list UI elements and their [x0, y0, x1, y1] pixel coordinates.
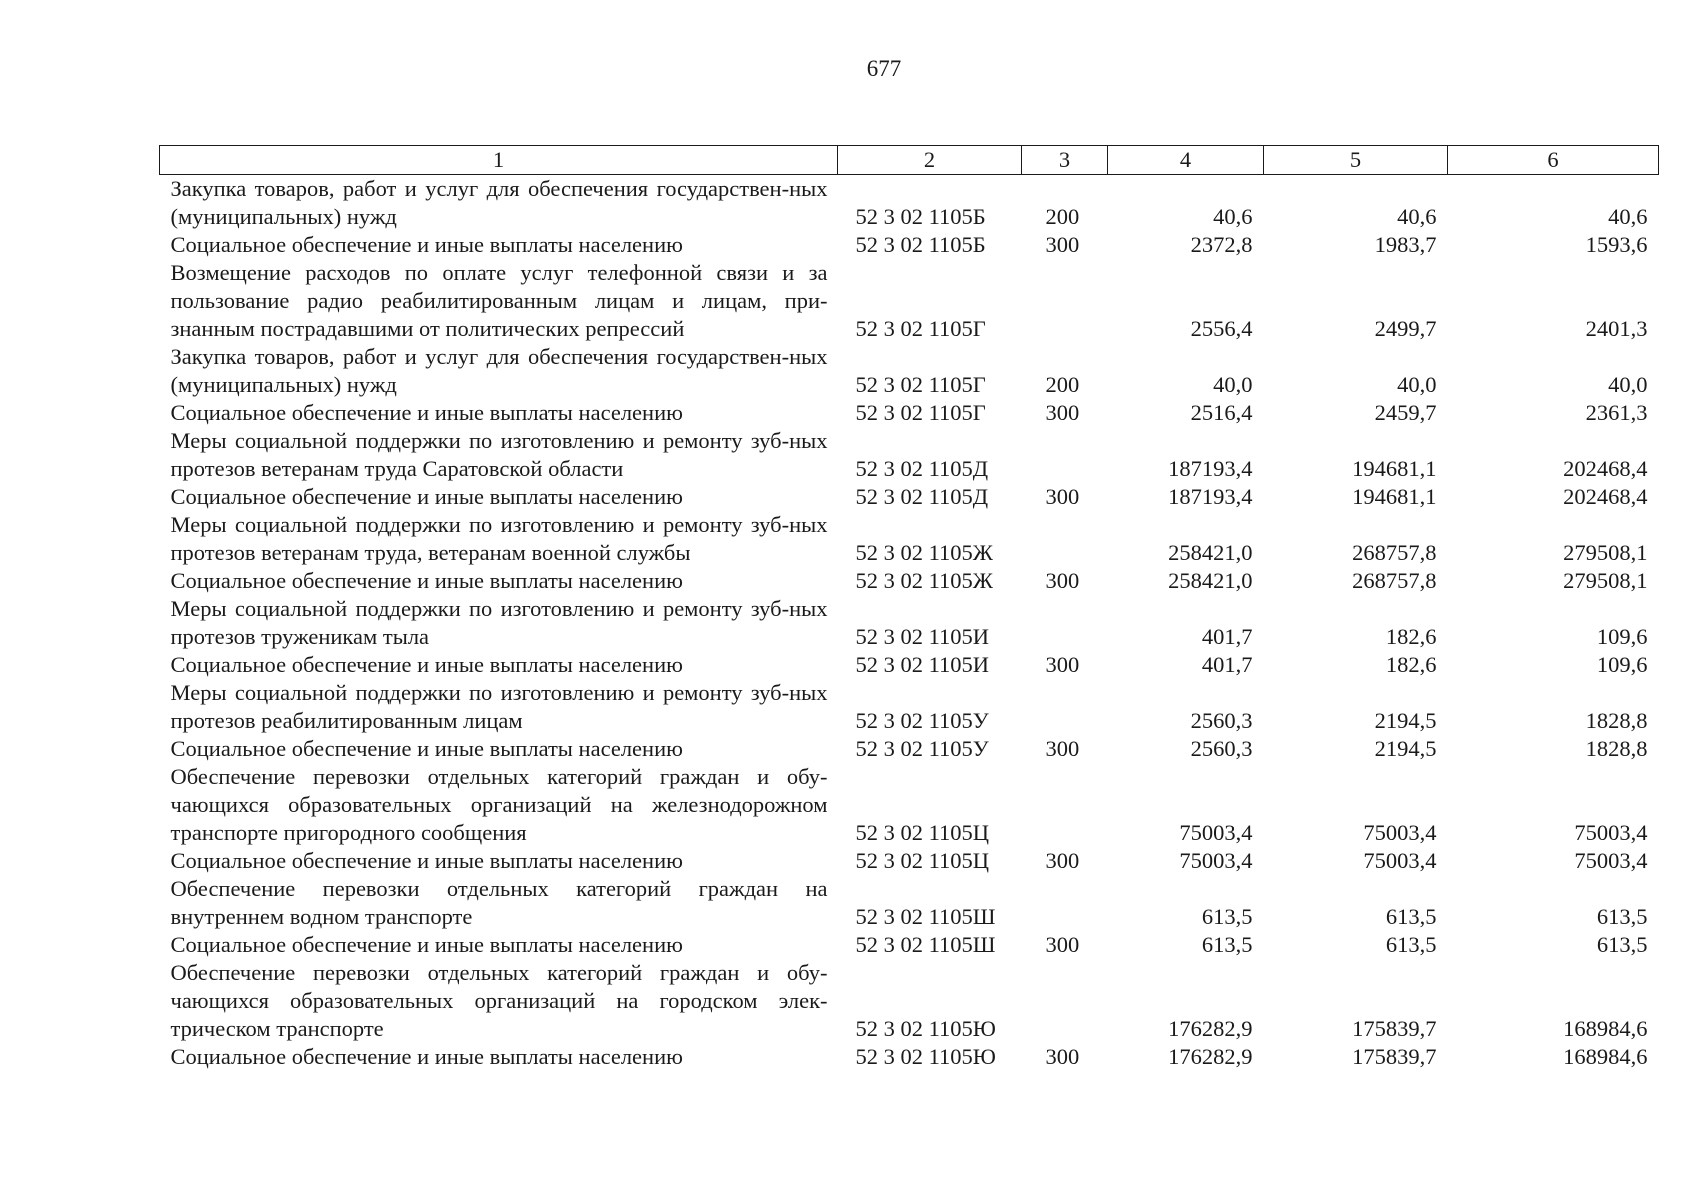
expense-type: 300: [1045, 568, 1080, 593]
amount-col-5: 182,6: [1385, 624, 1437, 649]
table-row: [160, 679, 1659, 735]
column-header: 2: [838, 146, 1022, 175]
expense-type: 300: [1045, 932, 1080, 957]
item-name: Социальное обеспечение и иные выплаты населению: [170, 568, 683, 593]
amount-col-6: 75003,4: [1574, 820, 1648, 845]
target-code: 52 3 02 1105Ц: [855, 820, 990, 845]
item-name: Социальное обеспечение и иные выплаты населению: [170, 736, 683, 761]
amount-col-5: 175839,7: [1352, 1044, 1437, 1069]
amount-col-4: 176282,9: [1168, 1044, 1253, 1069]
table-row: [160, 875, 1659, 931]
amount-col-6: 202468,4: [1563, 456, 1648, 481]
target-code: 52 3 02 1105И: [855, 652, 990, 677]
table-row: [160, 511, 1659, 567]
column-header: 4: [1108, 146, 1264, 175]
expense-type: 200: [1045, 372, 1080, 397]
amount-col-5: 2194,5: [1374, 736, 1437, 761]
amount-col-5: 75003,4: [1363, 820, 1437, 845]
item-name: Меры социальной поддержки по изготовлению и ремонту зуб-ных протезов ветеранам труда Саратовской области: [170, 428, 828, 481]
amount-col-6: 1593,6: [1585, 232, 1648, 257]
amount-col-6: 1828,8: [1585, 736, 1648, 761]
table-row: [160, 343, 1659, 399]
amount-col-4: 613,5: [1201, 904, 1253, 929]
expense-type: 300: [1045, 232, 1080, 257]
column-header: 5: [1264, 146, 1448, 175]
item-name: Социальное обеспечение и иные выплаты населению: [170, 232, 683, 257]
amount-col-4: 258421,0: [1168, 568, 1253, 593]
amount-col-5: 1983,7: [1374, 232, 1437, 257]
amount-col-6: 613,5: [1596, 904, 1648, 929]
column-header: 1: [160, 146, 838, 175]
amount-col-6: 75003,4: [1574, 848, 1648, 873]
amount-col-6: 2401,3: [1585, 316, 1648, 341]
table-row: [160, 427, 1659, 483]
expense-type: 200: [1045, 204, 1080, 229]
amount-col-6: 109,6: [1596, 652, 1648, 677]
item-name: Меры социальной поддержки по изготовлению и ремонту зуб-ных протезов труженикам тыла: [170, 596, 828, 649]
amount-col-4: 401,7: [1201, 652, 1253, 677]
table-row: [160, 1043, 1659, 1071]
expense-type: [1022, 427, 1108, 483]
table-body: [160, 175, 1659, 1072]
amount-col-4: 75003,4: [1179, 848, 1253, 873]
item-name: Обеспечение перевозки отдельных категорий граждан и обу-чающихся образовательных организаций на городском элек-трическом транспорте: [170, 960, 828, 1041]
expense-type: 300: [1045, 1044, 1080, 1069]
table-row: [160, 483, 1659, 511]
item-name: Закупка товаров, работ и услуг для обеспечения государствен-ных (муниципальных) нужд: [170, 344, 828, 397]
amount-col-6: 613,5: [1596, 932, 1648, 957]
expense-type: [1022, 763, 1108, 847]
amount-col-5: 613,5: [1385, 932, 1437, 957]
table-row: [160, 595, 1659, 651]
amount-col-5: 182,6: [1385, 652, 1437, 677]
table-row: [160, 847, 1659, 875]
amount-col-4: 2560,3: [1190, 708, 1253, 733]
expense-type: 300: [1045, 400, 1080, 425]
amount-col-5: 75003,4: [1363, 848, 1437, 873]
amount-col-5: 268757,8: [1352, 568, 1437, 593]
amount-col-4: 40,0: [1213, 372, 1253, 397]
amount-col-6: 2361,3: [1585, 400, 1648, 425]
target-code: 52 3 02 1105Ю: [855, 1044, 996, 1069]
expense-type: 300: [1045, 484, 1080, 509]
target-code: 52 3 02 1105Г: [855, 316, 986, 341]
amount-col-5: 175839,7: [1352, 1016, 1437, 1041]
item-name: Меры социальной поддержки по изготовлению и ремонту зуб-ных протезов ветеранам труда, ветеранам военной службы: [170, 512, 828, 565]
table-row: [160, 763, 1659, 847]
item-name: Социальное обеспечение и иные выплаты населению: [170, 400, 683, 425]
table-row: [160, 959, 1659, 1043]
amount-col-4: 2560,3: [1190, 736, 1253, 761]
amount-col-5: 2459,7: [1374, 400, 1437, 425]
target-code: 52 3 02 1105Ш: [855, 904, 996, 929]
item-name: Меры социальной поддержки по изготовлению и ремонту зуб-ных протезов реабилитированным лицам: [170, 680, 828, 733]
expense-type: [1022, 511, 1108, 567]
target-code: 52 3 02 1105У: [855, 708, 989, 733]
amount-col-6: 279508,1: [1563, 540, 1648, 565]
amount-col-5: 40,6: [1397, 204, 1437, 229]
table-row: [160, 175, 1659, 232]
amount-col-6: 168984,6: [1563, 1044, 1648, 1069]
amount-col-5: 2499,7: [1374, 316, 1437, 341]
amount-col-4: 2556,4: [1190, 316, 1253, 341]
amount-col-4: 176282,9: [1168, 1016, 1253, 1041]
table-row: [160, 399, 1659, 427]
table-row: [160, 735, 1659, 763]
amount-col-6: 40,6: [1608, 204, 1648, 229]
amount-col-4: 40,6: [1213, 204, 1253, 229]
target-code: 52 3 02 1105Ю: [855, 1016, 996, 1041]
expense-type: 300: [1045, 736, 1080, 761]
table-row: [160, 231, 1659, 259]
item-name: Обеспечение перевозки отдельных категорий граждан и обу-чающихся образовательных организаций на железнодорожном транспорте пригородного сообщения: [170, 764, 828, 845]
page-number: 677: [866, 56, 902, 81]
item-name: Возмещение расходов по оплате услуг телефонной связи и за пользование радио реабилитированным лицам и лицам, при-знанным пострадавшими от политических репрессий: [170, 260, 828, 341]
target-code: 52 3 02 1105Ж: [855, 540, 993, 565]
amount-col-4: 2372,8: [1190, 232, 1253, 257]
target-code: 52 3 02 1105Г: [855, 372, 986, 397]
expense-type: [1022, 679, 1108, 735]
table-row: [160, 567, 1659, 595]
expense-type: [1022, 875, 1108, 931]
target-code: 52 3 02 1105Б: [855, 232, 986, 257]
amount-col-4: 2516,4: [1190, 400, 1253, 425]
amount-col-6: 1828,8: [1585, 708, 1648, 733]
amount-col-4: 401,7: [1201, 624, 1253, 649]
amount-col-6: 202468,4: [1563, 484, 1648, 509]
target-code: 52 3 02 1105Д: [855, 456, 989, 481]
item-name: Социальное обеспечение и иные выплаты населению: [170, 652, 683, 677]
target-code: 52 3 02 1105Д: [855, 484, 989, 509]
amount-col-5: 40,0: [1397, 372, 1437, 397]
amount-col-4: 258421,0: [1168, 540, 1253, 565]
expense-type: 300: [1045, 652, 1080, 677]
expense-type: [1022, 595, 1108, 651]
amount-col-6: 279508,1: [1563, 568, 1648, 593]
target-code: 52 3 02 1105Ц: [855, 848, 990, 873]
item-name: Закупка товаров, работ и услуг для обеспечения государствен-ных (муниципальных) нужд: [170, 176, 828, 229]
amount-col-5: 2194,5: [1374, 708, 1437, 733]
amount-col-5: 613,5: [1385, 904, 1437, 929]
target-code: 52 3 02 1105И: [855, 624, 990, 649]
table-row: [160, 651, 1659, 679]
amount-col-6: 109,6: [1596, 624, 1648, 649]
table-row: [160, 931, 1659, 959]
item-name: Социальное обеспечение и иные выплаты населению: [170, 932, 683, 957]
amount-col-4: 187193,4: [1168, 484, 1253, 509]
target-code: 52 3 02 1105Б: [855, 204, 986, 229]
item-name: Социальное обеспечение и иные выплаты населению: [170, 848, 683, 873]
target-code: 52 3 02 1105Ж: [855, 568, 993, 593]
budget-table: [159, 145, 1659, 1071]
expense-type: 300: [1045, 848, 1080, 873]
amount-col-4: 75003,4: [1179, 820, 1253, 845]
item-name: Социальное обеспечение и иные выплаты населению: [170, 484, 683, 509]
item-name: Обеспечение перевозки отдельных категорий граждан на внутреннем водном транспорте: [170, 876, 828, 929]
amount-col-5: 194681,1: [1352, 484, 1437, 509]
amount-col-6: 40,0: [1608, 372, 1648, 397]
table-header-row: [160, 146, 1659, 175]
column-header: 3: [1022, 146, 1108, 175]
amount-col-6: 168984,6: [1563, 1016, 1648, 1041]
amount-col-4: 187193,4: [1168, 456, 1253, 481]
expense-type: [1022, 959, 1108, 1043]
column-header: 6: [1448, 146, 1659, 175]
item-name: Социальное обеспечение и иные выплаты населению: [170, 1044, 683, 1069]
expense-type: [1022, 259, 1108, 343]
table-row: [160, 259, 1659, 343]
amount-col-4: 613,5: [1201, 932, 1253, 957]
amount-col-5: 268757,8: [1352, 540, 1437, 565]
amount-col-5: 194681,1: [1352, 456, 1437, 481]
target-code: 52 3 02 1105Г: [855, 400, 986, 425]
target-code: 52 3 02 1105Ш: [855, 932, 996, 957]
target-code: 52 3 02 1105У: [855, 736, 989, 761]
